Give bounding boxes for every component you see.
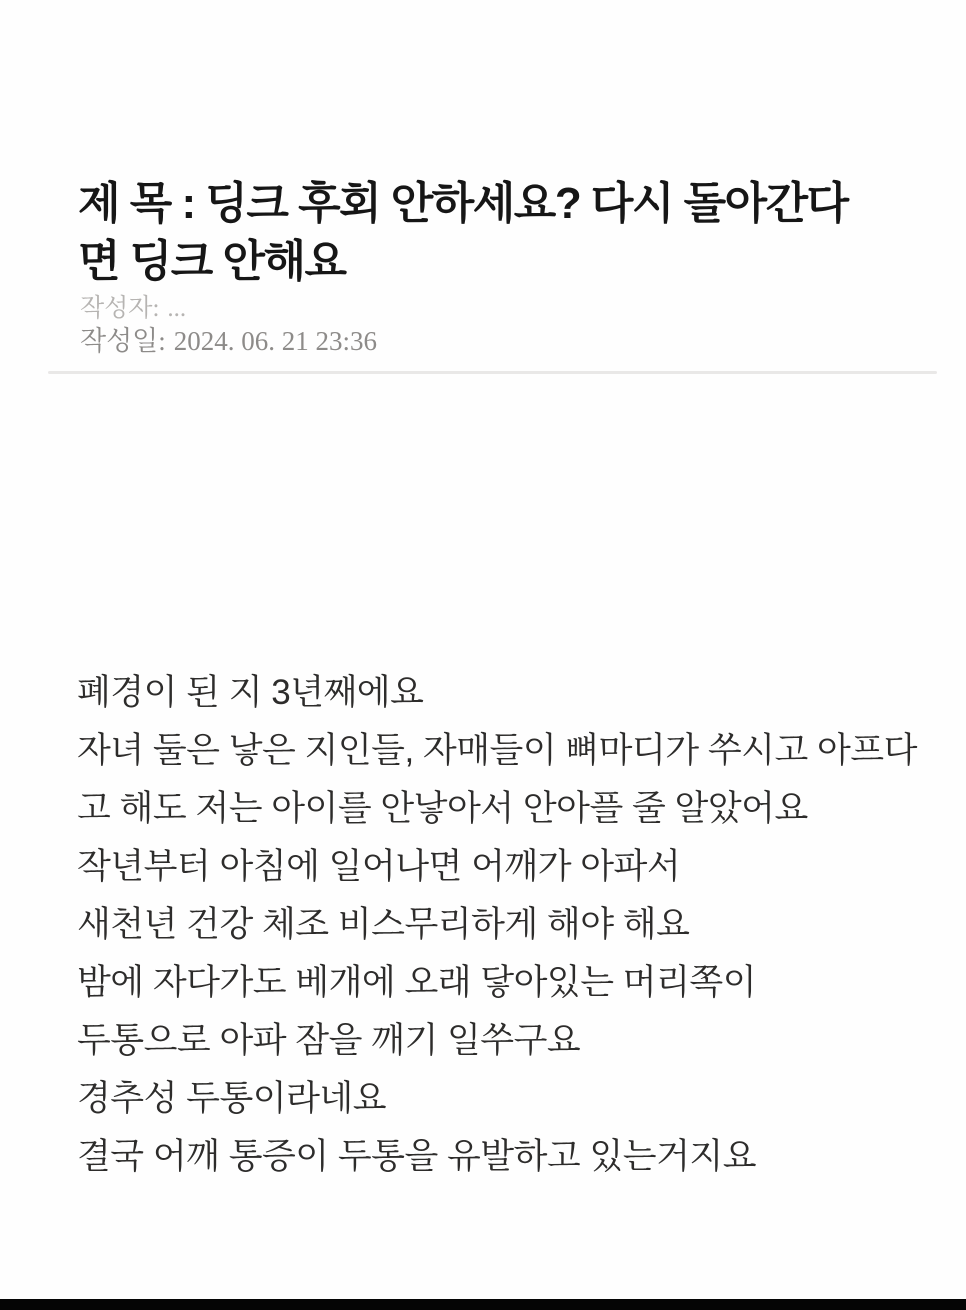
post-meta (80, 292, 377, 358)
post-title-line-1: 제 목 : 딩크 후회 안하세요? 다시 돌아간다 (78, 179, 848, 229)
body-line: 두통으로 아파 잠을 깨기 일쑤구요 (77, 1021, 581, 1060)
body-line: 새천년 건강 체조 비스무리하게 해야 해요 (77, 905, 690, 944)
author-label: 작성자: (80, 295, 160, 322)
meta-divider (48, 371, 937, 374)
post-body (77, 664, 937, 1186)
body-line: 밤에 자다가도 베개에 오래 닿아있는 머리쪽이 (77, 963, 757, 1002)
date-value: 2024. 06. 21 23:36 (173, 326, 378, 356)
date-label: 작성일: (80, 326, 166, 356)
post-title (78, 175, 908, 291)
bottom-black-bar (0, 1299, 966, 1310)
body-line: 고 해도 저는 아이를 안낳아서 안아플 줄 알았어요 (77, 789, 808, 828)
body-line: 경추성 두통이라네요 (77, 1079, 387, 1118)
body-line: 작년부터 아침에 일어나면 어깨가 아파서 (77, 847, 681, 886)
body-line: 결국 어깨 통증이 두통을 유발하고 있는거지요 (77, 1137, 757, 1176)
author-row (80, 292, 377, 325)
post-title-line-2: 면 딩크 안해요 (78, 237, 346, 287)
author-value: ... (167, 295, 187, 322)
body-line: 폐경이 된 지 3년째에요 (77, 673, 424, 712)
body-line: 자녀 둘은 낳은 지인들, 자매들이 뼈마디가 쑤시고 아프다 (77, 731, 917, 770)
date-row (80, 325, 377, 358)
